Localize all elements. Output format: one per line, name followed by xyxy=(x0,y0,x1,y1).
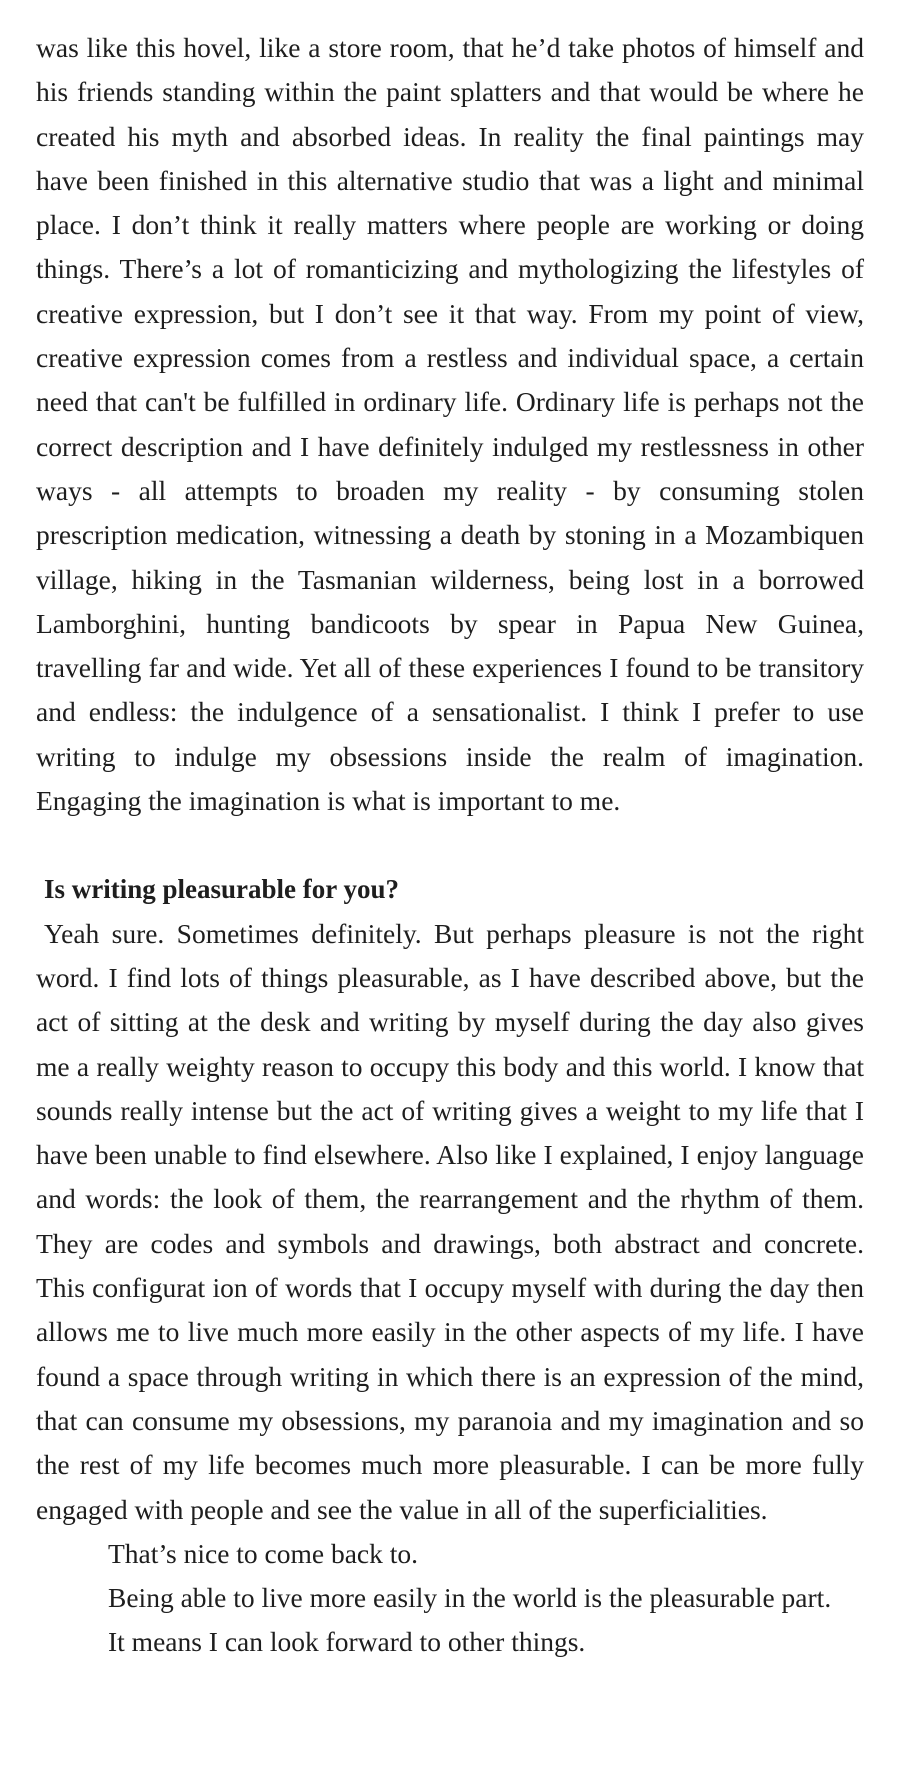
answer-paragraph xyxy=(36,912,864,1532)
closing-line-2: Being able to live more easily in the world is the pleasurable part. xyxy=(108,1582,832,1614)
interview-question: Is writing pleasurable for you? xyxy=(44,874,400,905)
closing-line-1: That’s nice to come back to. xyxy=(108,1537,419,1569)
document-page xyxy=(36,26,864,1665)
intro-paragraph: was like this hovel, like a store room, that he’d take photos of himself and his friends standing within the paint splatters and that would be where he created his myth and absorbed ideas. In reality the final paintings may have been finished in this alternative studio that was a light and minimal place. I don’t think it really matters where people are working or doing things. There’s a lot of romanticizing and mythologizing the lifestyles of creative expression, but I don’t see it that way. From my point of view, creative expression comes from a restless and individual space, a certain need that can't be fulfilled in ordinary life. Ordinary life is perhaps not the correct description and I have definitely indulged my restlessness in other ways - all attempts to broaden my reality - by consuming stolen prescription medication, witnessing a death by stoning in a Mozambiquen village, hiking in the Tasmanian wilderness, being lost in a borrowed Lamborghini, hunting bandicoots by spear in Papua New Guinea, travelling far and wide. Yet all of these experiences I found to be transitory and endless: the indulgence of a sensationalist. I think I prefer to use writing to indulge my obsessions inside the realm of imagination. Engaging the imagination is what is important to me. xyxy=(36,32,864,817)
closing-line-3: It means I can look forward to other things. xyxy=(108,1626,586,1658)
paragraph-spacer xyxy=(36,823,864,867)
answer-text: Yeah sure. Sometimes definitely. But perhaps pleasure is not the right word. I find lots of things pleasurable, as I have described above, but the act of sitting at the desk and writing by myself during the day also gives me a really weighty reason to occupy this body and this world. I know that sounds really intense but the act of writing gives a weight to my life that I have been unable to find elsewhere. Also like I explained, I enjoy language and words: the look of them, the rearrangement and the rhythm of them. They are codes and symbols and drawings, both abstract and concrete. This configurat ion of words that I occupy myself with during the day then allows me to live much more easily in the other aspects of my life. I have found a space through writing in which there is an expression of the mind, that can consume my obsessions, my paranoia and my imagination and so the rest of my life becomes much more pleasurable. I can be more fully engaged with people and see the value in all of the superficialities. xyxy=(36,917,864,1525)
